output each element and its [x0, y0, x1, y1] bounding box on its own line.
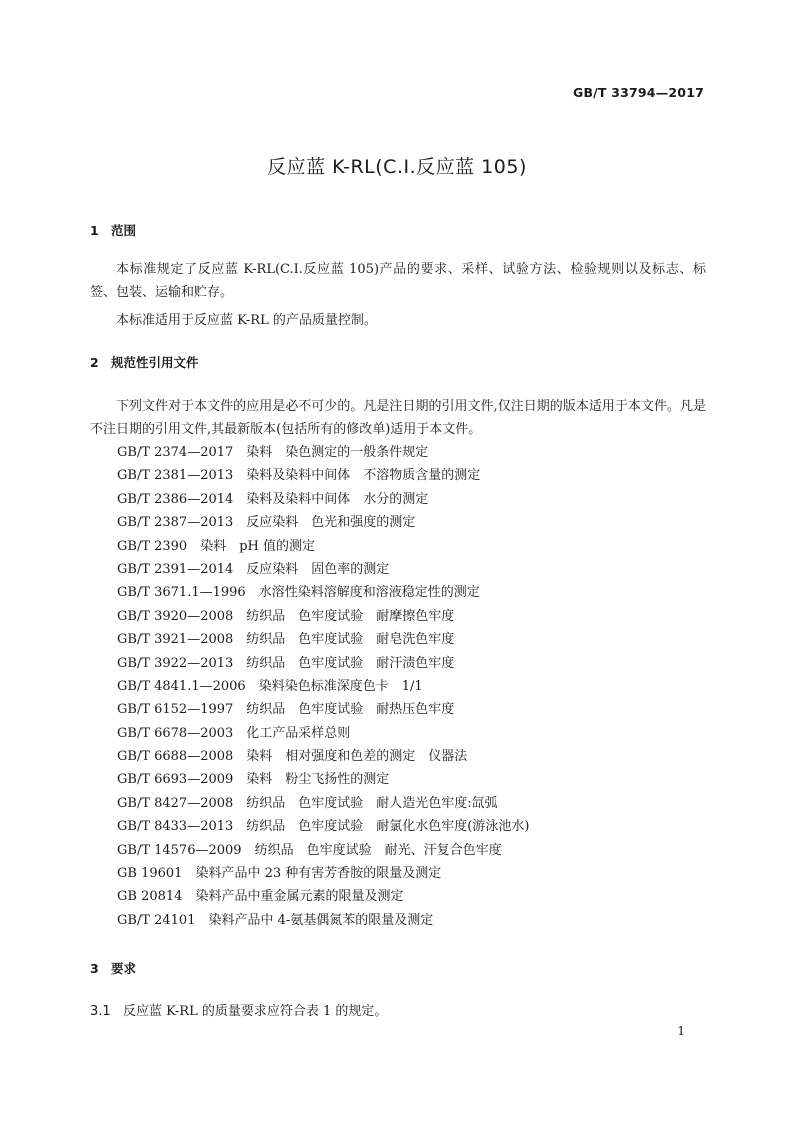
reference-title: 染料及染料中间体 不溶物质含量的测定 — [246, 468, 481, 484]
section-title: 规范性引用文件 — [111, 355, 199, 370]
section-title: 要求 — [111, 961, 137, 976]
reference-item — [117, 488, 529, 511]
reference-code: GB 20814 — [117, 889, 183, 905]
clause-3-1 — [90, 1000, 387, 1019]
reference-code: GB/T 3920—2008 — [117, 608, 234, 624]
reference-item — [117, 745, 529, 768]
page-number: 1 — [677, 1024, 685, 1038]
reference-item — [117, 558, 529, 581]
reference-code: GB/T 8427—2008 — [117, 795, 234, 811]
reference-item — [117, 441, 529, 464]
reference-item — [117, 464, 529, 487]
reference-title: 染料 粉尘飞扬性的测定 — [246, 772, 390, 788]
reference-title: 染料 pH 值的测定 — [200, 538, 316, 554]
reference-code: GB/T 2381—2013 — [117, 468, 234, 484]
reference-title: 染料产品中 23 种有害芳香胺的限量及测定 — [195, 866, 442, 882]
reference-title: 化工产品采样总则 — [246, 725, 351, 741]
section-heading-scope — [90, 221, 136, 239]
section-number: 3 — [90, 961, 99, 976]
reference-title: 染料 相对强度和色差的测定 仪器法 — [246, 749, 468, 765]
section-title: 范围 — [111, 223, 137, 238]
reference-item — [117, 885, 529, 908]
reference-item — [117, 511, 529, 534]
reference-code: GB/T 2386—2014 — [117, 491, 234, 507]
reference-item — [117, 605, 529, 628]
reference-code: GB/T 8433—2013 — [117, 819, 234, 835]
normative-references-intro: 下列文件对于本文件的应用是必不可少的。凡是注日期的引用文件,仅注日期的版本适用于本文件。凡是不注日期的引用文件,其最新版本(包括所有的修改单)适用于本文件。 — [90, 399, 706, 437]
reference-item — [117, 628, 529, 651]
reference-title: 染料染色标准深度色卡 1/1 — [258, 678, 423, 694]
reference-code: GB/T 6678—2003 — [117, 725, 234, 741]
reference-code: GB/T 6152—1997 — [117, 702, 234, 718]
reference-title: 反应染料 固色率的测定 — [246, 561, 390, 577]
reference-title: 染料产品中重金属元素的限量及测定 — [195, 889, 404, 905]
reference-code: GB/T 2391—2014 — [117, 561, 234, 577]
reference-item — [117, 675, 529, 698]
reference-code: GB/T 2390 — [117, 538, 188, 554]
clause-text: 反应蓝 K-RL 的质量要求应符合表 1 的规定。 — [123, 1004, 388, 1019]
reference-item — [117, 581, 529, 604]
reference-code: GB/T 2387—2013 — [117, 515, 234, 531]
reference-title: 纺织品 色牢度试验 耐热压色牢度 — [246, 702, 455, 718]
reference-title: 水溶性染料溶解度和溶液稳定性的测定 — [258, 585, 480, 601]
reference-code: GB/T 6693—2009 — [117, 772, 234, 788]
reference-code: GB/T 24101 — [117, 912, 196, 928]
standard-number: GB/T 33794—2017 — [572, 85, 704, 100]
reference-item — [117, 815, 529, 838]
reference-title: 纺织品 色牢度试验 耐摩擦色牢度 — [246, 608, 455, 624]
reference-item — [117, 839, 529, 862]
section-heading-requirements — [90, 959, 136, 977]
clause-number: 3.1 — [90, 1004, 111, 1019]
reference-title: 染料产品中 4-氨基偶氮苯的限量及测定 — [208, 912, 434, 928]
reference-code: GB/T 3921—2008 — [117, 632, 234, 648]
reference-title: 纺织品 色牢度试验 耐人造光色牢度:氙弧 — [246, 795, 498, 811]
reference-list — [117, 441, 529, 932]
reference-title: 纺织品 色牢度试验 耐汗渍色牢度 — [246, 655, 455, 671]
reference-code: GB/T 2374—2017 — [117, 445, 234, 460]
reference-title: 染料及染料中间体 水分的测定 — [246, 491, 429, 507]
reference-code: GB/T 6688—2008 — [117, 749, 234, 765]
reference-item — [117, 535, 529, 558]
reference-item — [117, 862, 529, 885]
reference-title: 纺织品 色牢度试验 耐皂洗色牢度 — [246, 632, 455, 648]
scope-paragraph: 本标准规定了反应蓝 K-RL(C.I.反应蓝 105)产品的要求、采样、试验方法、检验规则以及标志、标签、包装、运输和贮存。 — [90, 262, 706, 300]
reference-item — [117, 652, 529, 675]
reference-code: GB/T 14576—2009 — [117, 842, 242, 858]
reference-code: GB 19601 — [117, 866, 183, 882]
section-heading-normative-references — [90, 353, 199, 371]
section-number: 2 — [90, 355, 99, 370]
reference-item — [117, 722, 529, 745]
reference-title: 纺织品 色牢度试验 耐光、汗复合色牢度 — [254, 842, 502, 858]
reference-item — [117, 698, 529, 721]
reference-title: 反应染料 色光和强度的测定 — [246, 515, 416, 531]
reference-title: 纺织品 色牢度试验 耐氯化水色牢度(游泳池水) — [246, 819, 530, 835]
reference-item — [117, 909, 529, 932]
document-title: 反应蓝 K-RL(C.I.反应蓝 105) — [267, 156, 527, 178]
reference-item — [117, 792, 529, 815]
section-number: 1 — [90, 223, 99, 238]
reference-item — [117, 768, 529, 791]
reference-code: GB/T 3922—2013 — [117, 655, 234, 671]
reference-code: GB/T 3671.1—1996 — [117, 585, 246, 601]
scope-applicability: 本标准适用于反应蓝 K-RL 的产品质量控制。 — [116, 313, 377, 328]
reference-title: 染料 染色测定的一般条件规定 — [246, 445, 429, 460]
reference-code: GB/T 4841.1—2006 — [117, 678, 246, 694]
